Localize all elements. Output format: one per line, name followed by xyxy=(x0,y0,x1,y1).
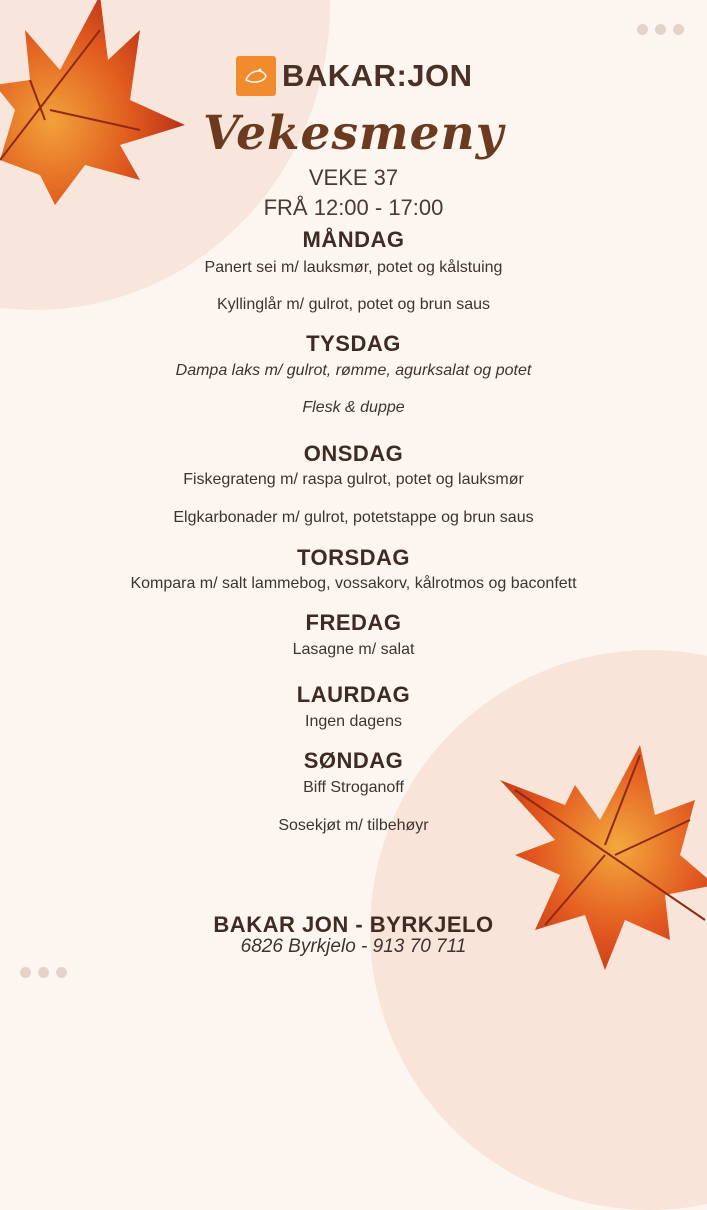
dish-item: Flesk & duppe xyxy=(302,399,405,416)
day-heading-monday: MÅNDAG xyxy=(302,227,405,252)
week-label: VEKE 37 xyxy=(308,165,399,190)
decorative-dots xyxy=(637,24,684,35)
dish-item: Elgkarbonader m/ gulrot, potetstappe og brun saus xyxy=(173,509,534,526)
day-heading-wednesday: ONSDAG xyxy=(303,441,404,466)
footer-business-name: BAKAR JON - BYRKJELO xyxy=(213,912,494,937)
day-heading-friday: FREDAG xyxy=(305,610,402,635)
opening-hours: FRÅ 12:00 - 17:00 xyxy=(263,195,444,220)
dish-item: Kyllinglår m/ gulrot, potet og brun saus xyxy=(216,296,491,313)
dish-item: Biff Stroganoff xyxy=(303,779,404,796)
day-heading-thursday: TORSDAG xyxy=(296,545,411,570)
footer-address-phone: 6826 Byrkjelo - 913 70 711 xyxy=(240,936,467,957)
day-heading-saturday: LAURDAG xyxy=(296,682,411,707)
day-heading-sunday: SØNDAG xyxy=(303,748,404,773)
decorative-dots xyxy=(20,967,67,978)
dish-item: Kompara m/ salt lammebog, vossakorv, kålrotmos og baconfett xyxy=(130,575,577,592)
dish-item: Fiskegrateng m/ raspa gulrot, potet og lauksmør xyxy=(183,471,524,488)
dish-item: Dampa laks m/ gulrot, rømme, agurksalat og potet xyxy=(175,362,532,379)
menu-title: Vekesmeny xyxy=(202,106,505,161)
dish-item: Lasagne m/ salat xyxy=(292,641,415,658)
brand-logo xyxy=(236,56,473,96)
brand-name: BAKAR:JON xyxy=(282,58,473,93)
day-heading-tuesday: TYSDAG xyxy=(306,331,401,356)
dish-item: Ingen dagens xyxy=(305,713,402,730)
dish-item: Panert sei m/ lauksmør, potet og kålstuing xyxy=(204,259,503,276)
bakery-logo-icon xyxy=(236,56,276,96)
dish-item: Sosekjøt m/ tilbehøyr xyxy=(278,817,429,834)
